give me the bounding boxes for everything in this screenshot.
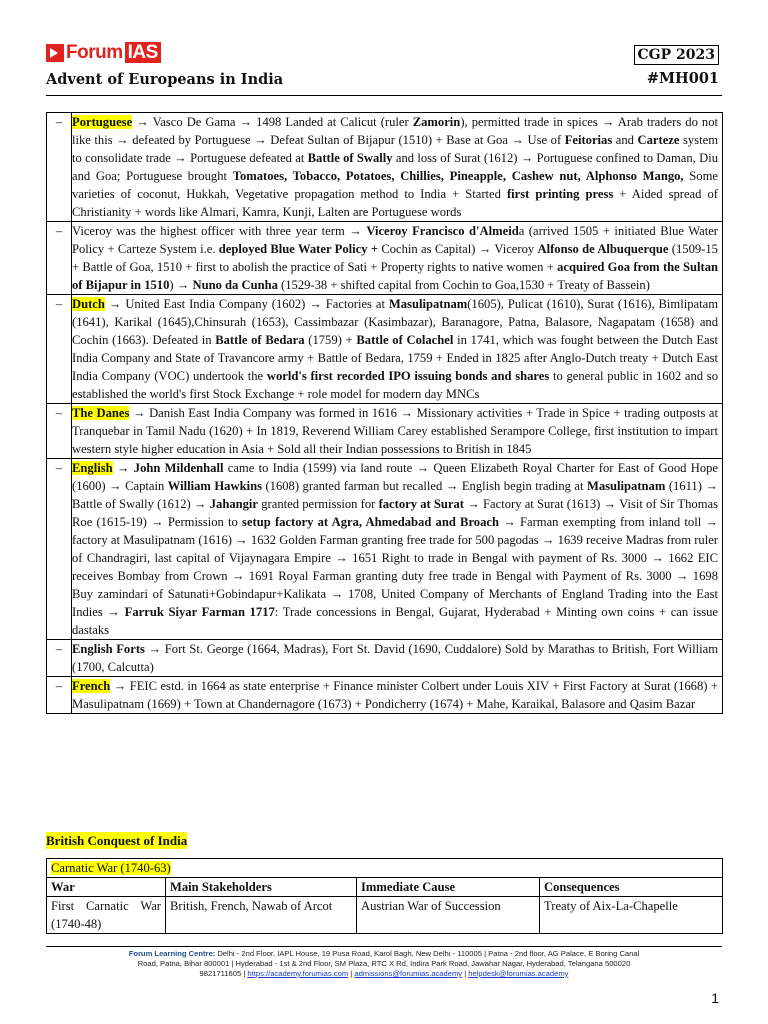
footer-address-1: Forum Learning Centre: Delhi - 2nd Floor, IAPL House, 19 Pusa Road, Karol Bagh, New Delhi - 110005 | Patna - 2nd floor, AG Palace, E Boring Canal (128, 949, 640, 958)
cell-stakeholders: British, French, Nawab of Arcot (166, 897, 357, 934)
document-code: #MH001 (646, 70, 719, 87)
carnatic-war-table (46, 858, 723, 934)
row-text: The Danes → Danish East India Company was formed in 1616 → Missionary activities + Trade in Spice + trading outposts at Tranquebar in Tamil Nadu (1620) + In 1819, Reverend William Carey established Serampore College, first institution to impart western style higher education in Asia + Sold all their Indian possessions to British in 1845 (72, 404, 723, 459)
carnatic-title: Carnatic War (1740-63) (51, 861, 171, 875)
row-text: French → FEIC estd. in 1664 as state enterprise + Finance minister Colbert under Louis XIV + First Factory at Surat (1668) + Masulipatnam (1669) + Town at Chandernagore (1673) + Pondicherry (1674) + Mahe, Karaikal, Balasore and Qasim Bazar (72, 677, 723, 714)
footer-divider (46, 946, 722, 947)
row-dash: – (47, 113, 72, 222)
europeans-table (46, 112, 723, 714)
cell-cause: Austrian War of Succession (357, 897, 540, 934)
row-text: Dutch → United East India Company (1602) → Factories at Masulipatnam(1605), Pulicat (1610), Surat (1616), Bimlipatam (1641), Karikal (1645),Chinsurah (1653), Cassimbazar (Kasimbazar), Baranagore, Patna, Balasore, Nagapatam (1658) and Cochin (1663). Defeated in Battle of Bedara (1759) + Battle of Colachel in 1741, which was fought between the Dutch East India Company and State of Travancore army + Battle of Bedara, 1759 + Ended in 1825 after Anglo-Dutch treaty + Dutch East India Company (VOC) undertook the world's first recorded IPO issuing bonds and shares to general public in 1602 and so established the world's first Stock Exchange + role model for modern day MNCs (72, 295, 723, 404)
academy-link[interactable]: https://academy.forumias.com (247, 969, 349, 978)
document-title: Advent of Europeans in India (46, 71, 284, 88)
admissions-email-link[interactable]: admissions@forumias.academy (354, 969, 463, 978)
forumias-logo (46, 42, 161, 64)
helpdesk-email-link[interactable]: helpdesk@forumias.academy (468, 969, 569, 978)
header-stakeholders: Main Stakeholders (166, 878, 357, 897)
footer-contacts: 9821711605 | https://academy.forumias.com | admissions@forumias.academy | helpdesk@forumias.academy (199, 969, 569, 978)
table-row (47, 459, 723, 640)
row-dash: – (47, 640, 72, 677)
table-row (47, 677, 723, 714)
row-dash: – (47, 295, 72, 404)
row-text: Portuguese → Vasco De Gama → 1498 Landed at Calicut (ruler Zamorin), permitted trade in spices → Arab traders do not like this → defeated by Portuguese → Defeat Sultan of Bijapur (1510) + Base at Goa → Use of Feitorias and Carteze system to consolidate trade → Portuguese defeated at Battle of Swally and loss of Surat (1612) → Portuguese confined to Daman, Diu and Goa; Portuguese brought Tomatoes, Tobacco, Potatoes, Chillies, Pineapple, Cashew nut, Alphonso Mango, Some varieties of coconut, Hukkah, Vegetative propagation method to India + Started first printing press + Aided spread of Christianity + words like Almari, Kamra, Kunji, Lalten are Portuguese words (72, 113, 723, 222)
row-text: Viceroy was the highest officer with three year term → Viceroy Francisco d'Almeida (arrived 1505 + initiated Blue Water Policy + Carteze System i.e. deployed Blue Water Policy + Cochin as Capital) → Viceroy Alfonso de Albuquerque (1509-15 + Battle of Goa, 1510 + first to abolish the practice of Sati + Property rights to native women + acquired Goa from the Sultan of Bijapur in 1510) → Nuno da Cunha (1529-38 + shifted capital from Cochin to Goa,1530 + Treaty of Bassein) (72, 222, 723, 295)
play-arrow-icon (46, 44, 64, 62)
table-header-row (47, 878, 723, 897)
table-row (47, 640, 723, 677)
row-dash: – (47, 677, 72, 714)
table-title-row (47, 859, 723, 878)
table-row (47, 113, 723, 222)
row-text: English Forts → Fort St. George (1664, Madras), Fort St. David (1690, Cuddalore) Sold by Marathas to British, Fort William (1700, Calcutta) (72, 640, 723, 677)
row-dash: – (47, 222, 72, 295)
table-row (47, 897, 723, 934)
cell-war: First Carnatic War (1740-48) (47, 897, 166, 934)
footer-phone: 9821711605 (199, 969, 242, 978)
section-heading: British Conquest of India (46, 833, 188, 848)
table-row (47, 295, 723, 404)
footer-address-2: Road, Patna, Bihar 800001 | Hyderabad - 1st & 2nd Floor, SM Plaza, RTC X Rd, Indira Park Road, Jawahar Nagar, Hyderabad, Telangana 500020 (137, 959, 631, 968)
header-war: War (47, 878, 166, 897)
footer (80, 949, 688, 979)
row-text (72, 459, 723, 640)
cell-consequences: Treaty of Aix-La-Chapelle (540, 897, 723, 934)
cgp-badge: CGP 2023 (634, 45, 719, 65)
logo-wordmark: Forum IAS (66, 42, 161, 64)
table-row (47, 404, 723, 459)
table-row (47, 222, 723, 295)
header-consequences: Consequences (540, 878, 723, 897)
english-paragraph: English → John Mildenhall came to India (1599) via land route → Queen Elizabeth Royal Charter for East of Good Hope (1600) → Captain William Hawkins (1608) granted farman but recalled → English begin trading at Masulipatnam (1611) → Battle of Swally (1612) → Jahangir granted permission for factory at Surat → Factory at Surat (1613) → Visit of Sir Thomas Roe (1615-19) → Permission to setup factory at Agra, Ahmedabad and Broach → Farman exempting from inland toll → factory at Masulipatnam (1616) → 1632 Golden Farman granting free trade for 500 pagodas → 1639 receive Madras from ruler of Chandragiri, last capital of Vijaynagara Empire → 1651 Right to trade in Bengal with payment of Rs. 3000 → 1662 EIC receives Bombay from Crown → 1691 Royal Farman granting duty free trade in Bengal with Payment of Rs. 3000 → 1698 Buy zamindari of Satunati+Gobindapur+Kalikata → 1708, United Company of Merchants of England Trading into the East Indies → Farruk Siyar Farman 1717: Trade concessions in Bengal, Gujarat, Hyderabad + Minting own coins + can issue dastaks (72, 461, 719, 637)
page-number: 1 (711, 990, 719, 1006)
row-dash: – (47, 459, 72, 640)
header-cause: Immediate Cause (357, 878, 540, 897)
header-divider (46, 95, 722, 96)
row-dash: – (47, 404, 72, 459)
